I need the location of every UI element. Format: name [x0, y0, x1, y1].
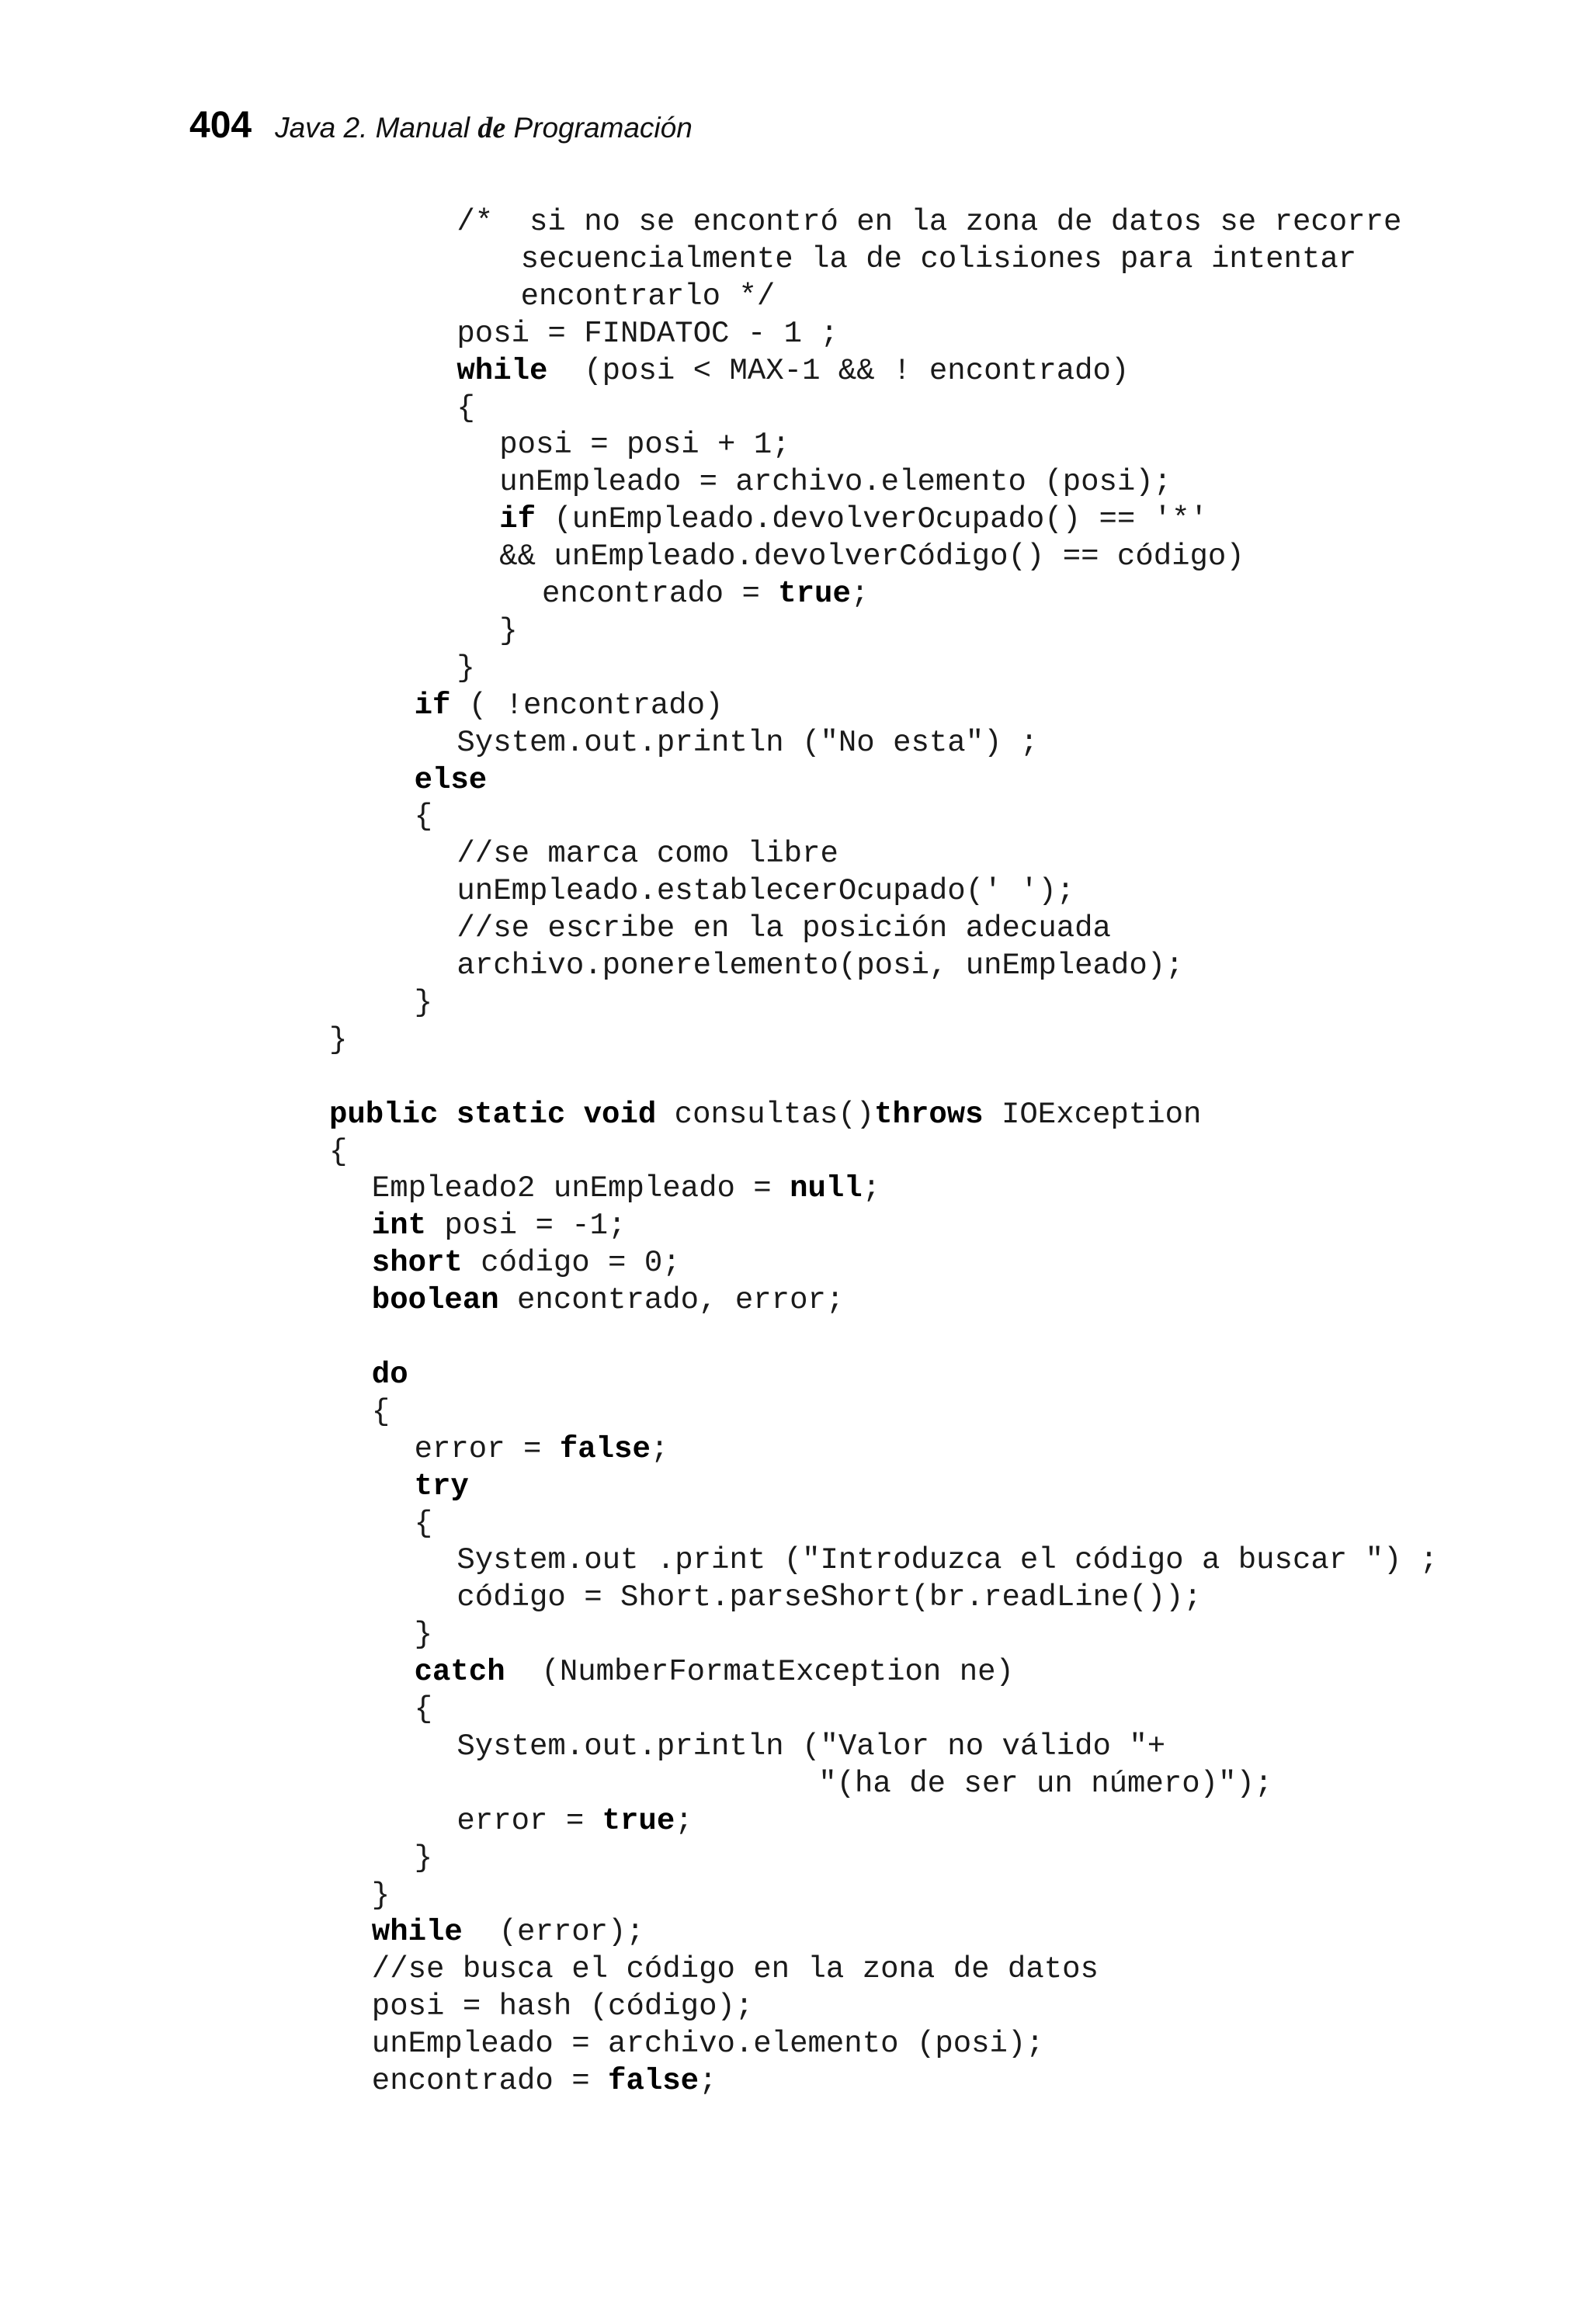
code-text: encontrado = — [542, 577, 779, 611]
code-line — [457, 1579, 1202, 1616]
running-title-part: de — [477, 112, 506, 144]
code-keyword: throws — [874, 1097, 984, 1132]
code-keyword: int — [371, 1209, 427, 1244]
code-text: } — [414, 985, 432, 1020]
code-line — [457, 947, 1183, 984]
code-text: } — [414, 1840, 432, 1875]
code-line — [372, 1951, 1099, 1988]
code-line — [415, 761, 488, 799]
code-keyword: public static void — [329, 1097, 657, 1132]
code-keyword: if — [414, 688, 451, 723]
code-line — [372, 1356, 408, 1393]
code-text: { — [414, 800, 432, 834]
code-text: Empleado2 unEmpleado = — [371, 1171, 790, 1206]
code-line — [415, 798, 432, 835]
code-text: ; — [850, 577, 870, 611]
code-text: System.out .print ("Introduzca el código a buscar ") ; — [457, 1543, 1439, 1578]
code-line — [329, 1022, 347, 1059]
code-line — [818, 1765, 1272, 1802]
code-text: encontrado = — [371, 2064, 609, 2098]
code-line — [457, 724, 1038, 761]
code-text: } — [457, 650, 475, 685]
code-keyword: short — [371, 1246, 463, 1281]
code-line — [457, 872, 1074, 910]
code-text: "(ha de ser un número)"); — [818, 1766, 1273, 1801]
code-text: } — [329, 1022, 348, 1057]
code-line — [372, 2025, 1044, 2062]
code-keyword: do — [371, 1357, 408, 1392]
code-line — [372, 1244, 681, 1282]
code-text: System.out.println ("Valor no válido "+ — [457, 1729, 1166, 1764]
code-text: posi = -1; — [426, 1209, 627, 1244]
code-line — [415, 984, 432, 1022]
code-text: (unEmpleado.devolverOcupado() == '*' — [536, 502, 1208, 537]
code-line — [457, 910, 1111, 947]
code-text: //se escribe en la posición adecuada — [457, 911, 1111, 946]
code-text: (NumberFormatException ne) — [505, 1655, 1014, 1690]
code-line — [457, 1542, 1438, 1579]
page-number: 404 — [189, 105, 252, 146]
code-text: } — [371, 1878, 391, 1913]
code-text: posi = FINDATOC - 1 ; — [457, 316, 838, 351]
code-text: encontrado, error; — [498, 1283, 845, 1318]
code-text: { — [457, 390, 475, 425]
code-line — [499, 538, 1245, 575]
code-text: (error); — [462, 1915, 644, 1950]
code-text: } — [414, 1618, 432, 1653]
code-line — [415, 1653, 1014, 1691]
code-text: unEmpleado.establecerOcupado(' '); — [457, 874, 1075, 909]
code-line — [457, 1802, 693, 1840]
code-line — [415, 1840, 432, 1877]
code-line — [499, 426, 790, 463]
code-line — [457, 352, 1129, 390]
code-line — [521, 241, 1357, 278]
code-text: IOException — [983, 1097, 1202, 1132]
code-text: posi = posi + 1; — [499, 428, 790, 463]
code-keyword: boolean — [371, 1283, 499, 1318]
code-line — [457, 203, 1401, 241]
code-line — [372, 2062, 717, 2100]
code-text: unEmpleado = archivo.elemento (posi); — [371, 2027, 1044, 2062]
code-text: error = — [457, 1803, 602, 1838]
code-line — [415, 1691, 432, 1728]
running-title-part: Programación — [505, 112, 693, 144]
code-line — [457, 315, 838, 352]
code-line — [372, 1170, 880, 1207]
code-line — [415, 1431, 669, 1468]
code-text: error = — [414, 1431, 560, 1466]
code-text: //se busca el código en la zona de datos — [371, 1952, 1099, 1987]
code-text: { — [371, 1394, 391, 1429]
code-line — [372, 1877, 390, 1914]
code-text: System.out.println ("No esta") ; — [457, 725, 1039, 760]
code-keyword: catch — [414, 1655, 505, 1690]
code-keyword: false — [559, 1431, 651, 1466]
code-line — [329, 1133, 347, 1171]
code-text: /* si no se encontró en la zona de datos se recorre — [457, 205, 1402, 239]
code-text: (posi < MAX-1 && ! encontrado) — [547, 353, 1130, 388]
code-text: posi = hash (código); — [371, 1989, 754, 2024]
code-text: ; — [675, 1803, 693, 1838]
code-text: ; — [650, 1431, 669, 1466]
code-keyword: while — [371, 1915, 463, 1950]
code-text: { — [414, 1506, 432, 1541]
code-line — [372, 1282, 845, 1319]
code-keyword: false — [608, 2064, 700, 2098]
code-text: código = Short.parseShort(br.readLine()); — [457, 1580, 1202, 1615]
code-keyword: else — [414, 762, 488, 797]
code-keyword: if — [499, 502, 536, 537]
code-text: archivo.ponerelemento(posi, unEmpleado); — [457, 949, 1184, 983]
code-keyword: true — [778, 577, 851, 611]
code-text: ( !encontrado) — [450, 688, 724, 723]
code-keyword: null — [790, 1171, 863, 1206]
code-text: { — [329, 1134, 348, 1169]
code-text: ; — [862, 1171, 881, 1206]
code-line — [415, 1505, 432, 1542]
code-text: ; — [699, 2064, 717, 2098]
code-keyword: true — [602, 1803, 675, 1838]
code-line — [372, 1988, 753, 2025]
code-line — [415, 1616, 432, 1653]
code-line — [372, 1393, 390, 1431]
code-line — [457, 835, 838, 872]
code-text: { — [414, 1692, 432, 1726]
code-line — [415, 1468, 469, 1505]
running-title-part: Java 2. Manual — [275, 112, 478, 144]
code-line — [457, 390, 474, 427]
code-line — [499, 501, 1208, 538]
code-line — [372, 1913, 644, 1951]
code-text: secuencialmente la de colisiones para intentar — [520, 241, 1357, 276]
code-text: } — [499, 613, 518, 648]
code-text: && unEmpleado.devolverCódigo() == código) — [499, 539, 1245, 574]
code-line — [457, 1728, 1165, 1765]
code-line — [499, 463, 1172, 501]
code-line — [542, 575, 869, 612]
code-keyword: try — [414, 1469, 469, 1504]
code-line — [415, 687, 724, 724]
code-line — [372, 1207, 627, 1244]
code-line — [457, 650, 474, 687]
code-text: consultas() — [656, 1097, 875, 1132]
code-line — [499, 612, 517, 650]
code-line — [521, 278, 776, 315]
code-keyword: while — [457, 353, 548, 388]
code-text: //se marca como libre — [457, 837, 838, 872]
code-text: unEmpleado = archivo.elemento (posi); — [499, 465, 1172, 500]
code-text: encontrarlo */ — [520, 279, 776, 314]
code-text: código = 0; — [462, 1246, 681, 1281]
code-line — [329, 1096, 1201, 1133]
